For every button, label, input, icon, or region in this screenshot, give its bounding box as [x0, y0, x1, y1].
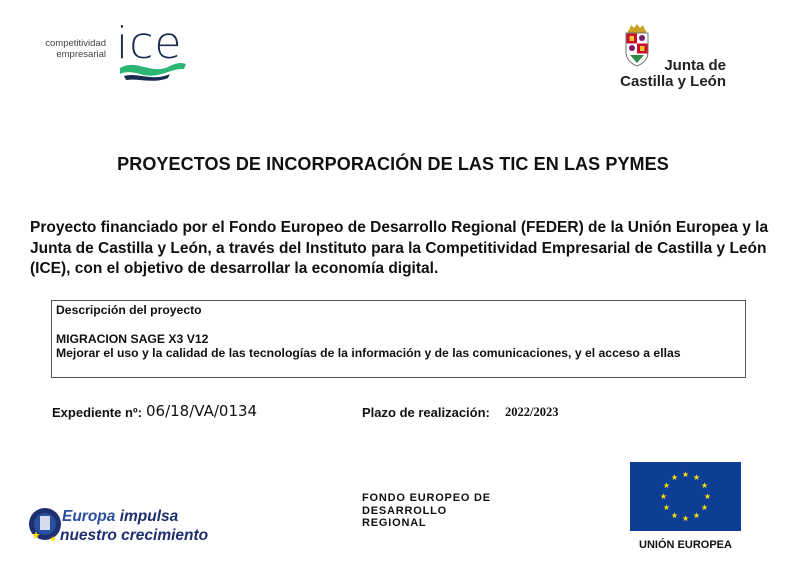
ice-waves-icon	[118, 60, 188, 82]
plazo-value: 2022/2023	[505, 405, 559, 419]
intro-paragraph: Proyecto financiado por el Fondo Europeo de Desarrollo Regional (FEDER) de la Unión Europea y la Junta de Castilla y León, a través del Instituto para la Competitividad Empresarial de Castilla y León (ICE), con el objetivo de desarrollar la economía digital.	[30, 219, 769, 277]
expediente-value: 06/18/VA/0134	[146, 402, 258, 420]
ice-subtitle-line1: competitividad	[45, 38, 106, 49]
europa-emblem-icon	[28, 504, 62, 548]
ice-wordmark: ice	[116, 18, 183, 69]
description-heading: Descripción del proyecto	[56, 303, 202, 317]
plazo-label: Plazo de realización:	[362, 405, 490, 420]
europa-line1	[62, 508, 178, 526]
project-description-box	[51, 300, 746, 378]
feder-line1: FONDO EUROPEO DE	[362, 492, 491, 504]
europa-word: Europa	[62, 508, 116, 525]
ice-logo	[30, 18, 190, 82]
junta-castilla-leon-logo	[612, 24, 742, 96]
junta-logo-text	[616, 58, 726, 90]
europa-impulsa-logo	[28, 502, 228, 550]
junta-line1: Junta de	[664, 57, 726, 74]
feder-line2: DESARROLLO	[362, 504, 447, 517]
project-objective: Mejorar el uso y la calidad de las tecnologías de la información y de las comunicaciones, y el acceso a ellas	[56, 346, 681, 360]
page-title: PROYECTOS DE INCORPORACIÓN DE LAS TIC EN LAS PYMES	[117, 154, 669, 174]
eu-label: UNIÓN EUROPEA	[639, 539, 732, 551]
expediente-label: Expediente nº:	[52, 405, 142, 420]
eu-flag-icon	[630, 462, 741, 531]
europa-line2: nuestro crecimiento	[60, 527, 209, 544]
feder-line3: REGIONAL	[362, 517, 427, 529]
junta-line2: Castilla y León	[620, 73, 726, 90]
impulsa-word: impulsa	[119, 508, 179, 525]
ice-subtitle-line2: empresarial	[56, 49, 106, 60]
project-name: MIGRACION SAGE X3 V12	[56, 331, 209, 346]
feder-text	[362, 492, 491, 530]
ice-logo-subtitle	[30, 38, 106, 60]
